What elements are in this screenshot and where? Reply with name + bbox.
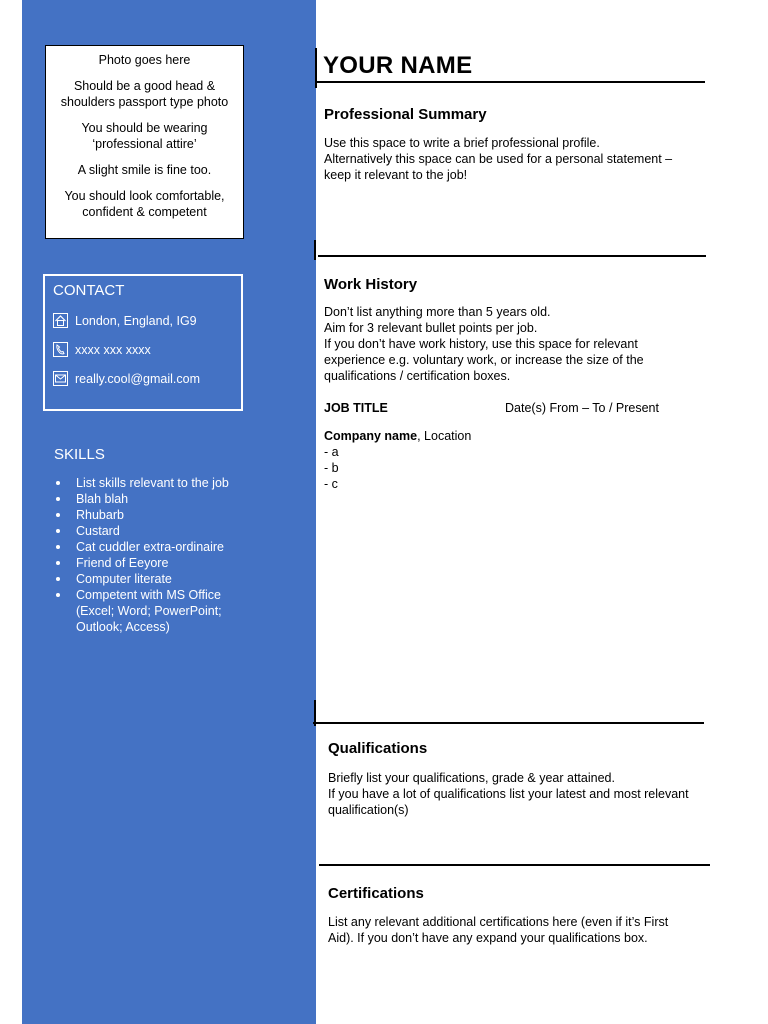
photo-line: You should be wearing ‘professional attire’: [81, 121, 208, 151]
skill-item: Cat cuddler extra-ordinaire: [54, 539, 254, 555]
skill-item: List skills relevant to the job: [54, 475, 254, 491]
job-bullet: - c: [324, 477, 338, 491]
skill-item: Rhubarb: [54, 507, 254, 523]
work-text: Don’t list anything more than 5 years old. Aim for 3 relevant bullet points per job. If you don’t have work history, use this space for relevant experience e.g. voluntary work, or increase the size of the qualifications / certification boxes.: [324, 305, 644, 383]
contact-title: CONTACT: [53, 282, 125, 299]
qualifications-text: Briefly list your qualifications, grade & year attained. If you have a lot of qualifications list your latest and most relevant qualification(s): [328, 771, 689, 817]
job-dates: Date(s) From – To / Present: [505, 401, 659, 415]
divider-vertical: [314, 240, 316, 260]
contact-box: [43, 274, 243, 411]
divider-rule: [319, 864, 710, 866]
certifications-text: List any relevant additional certifications here (even if it’s First Aid). If you don’t have any expand your qualifications box.: [328, 915, 669, 945]
company-block: [324, 428, 471, 492]
summary-title: Professional Summary: [324, 106, 487, 123]
mail-icon: [53, 371, 68, 386]
skill-item: Blah blah: [54, 491, 254, 507]
photo-line: Photo goes here: [98, 53, 191, 67]
resume-name: YOUR NAME: [323, 52, 473, 79]
company-location: , Location: [417, 429, 472, 443]
phone-icon: [53, 342, 68, 357]
work-title: Work History: [324, 276, 418, 293]
email-text[interactable]: really.cool@gmail.com: [75, 371, 200, 386]
skill-item: Computer literate: [54, 571, 254, 587]
home-icon: [53, 313, 68, 328]
skills-title: SKILLS: [54, 446, 105, 463]
divider-rule: [313, 722, 704, 724]
photo-line: Should be a good head & shoulders passport type photo: [60, 79, 229, 109]
contact-phone: [53, 342, 151, 357]
phone-text: xxxx xxx xxxx: [75, 342, 151, 357]
photo-line: You should look comfortable, confident & competent: [64, 189, 225, 219]
job-title: JOB TITLE: [324, 401, 388, 415]
photo-line: A slight smile is fine too.: [77, 163, 212, 177]
photo-placeholder: [45, 45, 244, 239]
job-bullet: - a: [324, 445, 339, 459]
sidebar-notch: [291, 0, 316, 48]
skill-item: Friend of Eeyore: [54, 555, 254, 571]
skill-item: Competent with MS Office (Excel; Word; PowerPoint; Outlook; Access): [54, 587, 254, 635]
company-name: Company name: [324, 429, 418, 443]
skill-item: Custard: [54, 523, 254, 539]
divider-rule: [318, 255, 706, 257]
divider-rule: [316, 81, 705, 83]
contact-email[interactable]: [53, 371, 200, 386]
contact-address: [53, 313, 197, 328]
summary-text: Use this space to write a brief professional profile. Alternatively this space can be used for a personal statement – keep it relevant to the job!: [324, 136, 673, 182]
job-bullet: - b: [324, 461, 339, 475]
skills-list: [54, 475, 254, 635]
qualifications-title: Qualifications: [328, 740, 428, 757]
certifications-title: Certifications: [328, 885, 424, 902]
address-text: London, England, IG9: [75, 313, 197, 328]
